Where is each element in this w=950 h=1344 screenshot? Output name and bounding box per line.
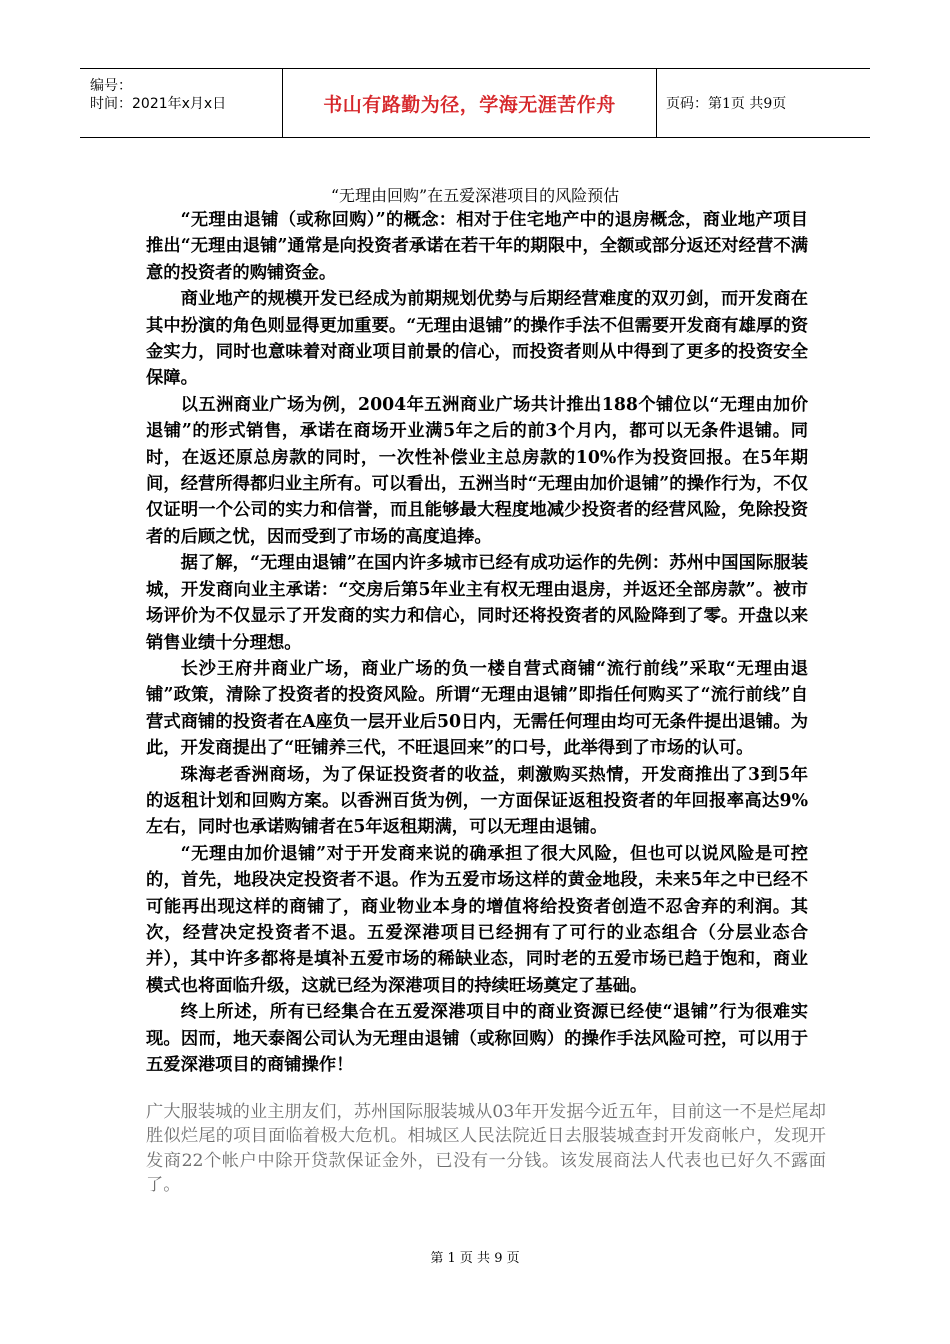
header-page-info: 页码：第1页 共9页 (666, 96, 787, 112)
article-paragraph: 据了解，“无理由退铺”在国内许多城市已经有成功运作的先例：苏州中国国际服装城，开发商向业主承诺：“交房后第5年业主有权无理由退房，并返还全部房款”。被市场评价为不仅显示了开发商的实力和信心，同时还将投资者的风险降到了零。开盘以来销售业绩十分理想。 (146, 553, 808, 653)
article-paragraph: “无理由加价退铺”对于开发商来说的确承担了很大风险，但也可以说风险是可控的，首先，地段决定投资者不退。作为五爱市场这样的黄金地段，未来5年之中已经不可能再出现这样的商铺了，商业物业本身的增值将给投资者创造不忍舍弃的利润。其次，经营决定投资者不退。五爱深港项目已经拥有了可行的业态组合（分层业态合并），其中许多都将是填补五爱市场的稀缺业态，同时老的五爱市场已趋于饱和，商业模式也将面临升级，这就已经为深港项目的持续旺场奠定了基础。 (146, 843, 808, 996)
article-paragraph: 珠海老香洲商场，为了保证投资者的收益，刺激购买热情，开发商推出了3到5年的返租计划和回购方案。以香洲百货为例，一方面保证返租投资者的年回报率高达9%左右，同时也承诺购铺者在5年返租期满，可以无理由退铺。 (146, 764, 808, 838)
article-paragraph: 长沙王府井商业广场，商业广场的负一楼自营式商铺“流行前线”采取“无理由退铺”政策，清除了投资者的投资风险。所谓“无理由退铺”即指任何购买了“流行前线”自营式商铺的投资者在A座负一层开业后50日内，无需任何理由均可无条件提出退铺。为此，开发商提出了“旺铺养三代，不旺退回来”的口号，此举得到了市场的认可。 (146, 658, 808, 759)
appended-note (146, 1100, 826, 1197)
header-motto: 书山有路勤为径，学海无涯苦作舟 (323, 93, 616, 116)
document-header (80, 68, 870, 138)
article-paragraph: 商业地产的规模开发已经成为前期规划优势与后期经营难度的双刃剑，而开发商在其中扮演的角色则显得更加重要。“无理由退铺”的操作手法不但需要开发商有雄厚的资金实力，同时也意味着对商业项目前景的信心，而投资者则从中得到了更多的投资安全保障。 (146, 289, 808, 389)
article-paragraph: 终上所述，所有已经集合在五爱深港项目中的商业资源已经使“退铺”行为很难实现。因而，地天泰阁公司认为无理由退铺（或称回购）的操作手法风险可控，可以用于五爱深港项目的商铺操作！ (146, 1002, 808, 1075)
article-paragraph: 以五洲商业广场为例，2004年五洲商业广场共计推出188个铺位以“无理由加价退铺”的形式销售，承诺在商场开业满5年之后的前3个月内，都可以无条件退铺。同时，在返还原总房款的同时，一次性补偿业主总房款的10%作为投资回报。在5年期间，经营所得都归业主所有。可以看出，五洲当时“无理由加价退铺”的操作行为，不仅仅证明一个公司的实力和信誉，而且能够最大程度地减少投资者的经营风险，免除投资者的后顾之忧，因而受到了市场的高度追捧。 (146, 394, 808, 547)
header-divider (656, 69, 657, 137)
article-body (146, 207, 808, 1078)
page-footer: 第 1 页 共 9 页 (430, 1251, 520, 1266)
document-number-label: 编号： (90, 78, 132, 94)
article-paragraph: “无理由退铺（或称回购）”的概念：相对于住宅地产中的退房概念，商业地产项目推出“无理由退铺”通常是向投资者承诺在若干年的期限中，全额或部分返还对经营不满意的投资者的购铺资金。 (146, 210, 808, 283)
article-title: “无理由回购”在五爱深港项目的风险预估 (330, 186, 620, 205)
appended-note-paragraph: 广大服装城的业主朋友们，苏州国际服装城从03年开发据今近五年，目前这一不是烂尾却胜似烂尾的项目面临着极大危机。相城区人民法院近日去服装城查封开发商帐户，发现开发商22个帐户中除开贷款保证金外，已没有一分钱。该发展商法人代表也已好久不露面了。 (146, 1102, 826, 1195)
document-time-label: 时间：2021年x月x日 (90, 96, 227, 112)
